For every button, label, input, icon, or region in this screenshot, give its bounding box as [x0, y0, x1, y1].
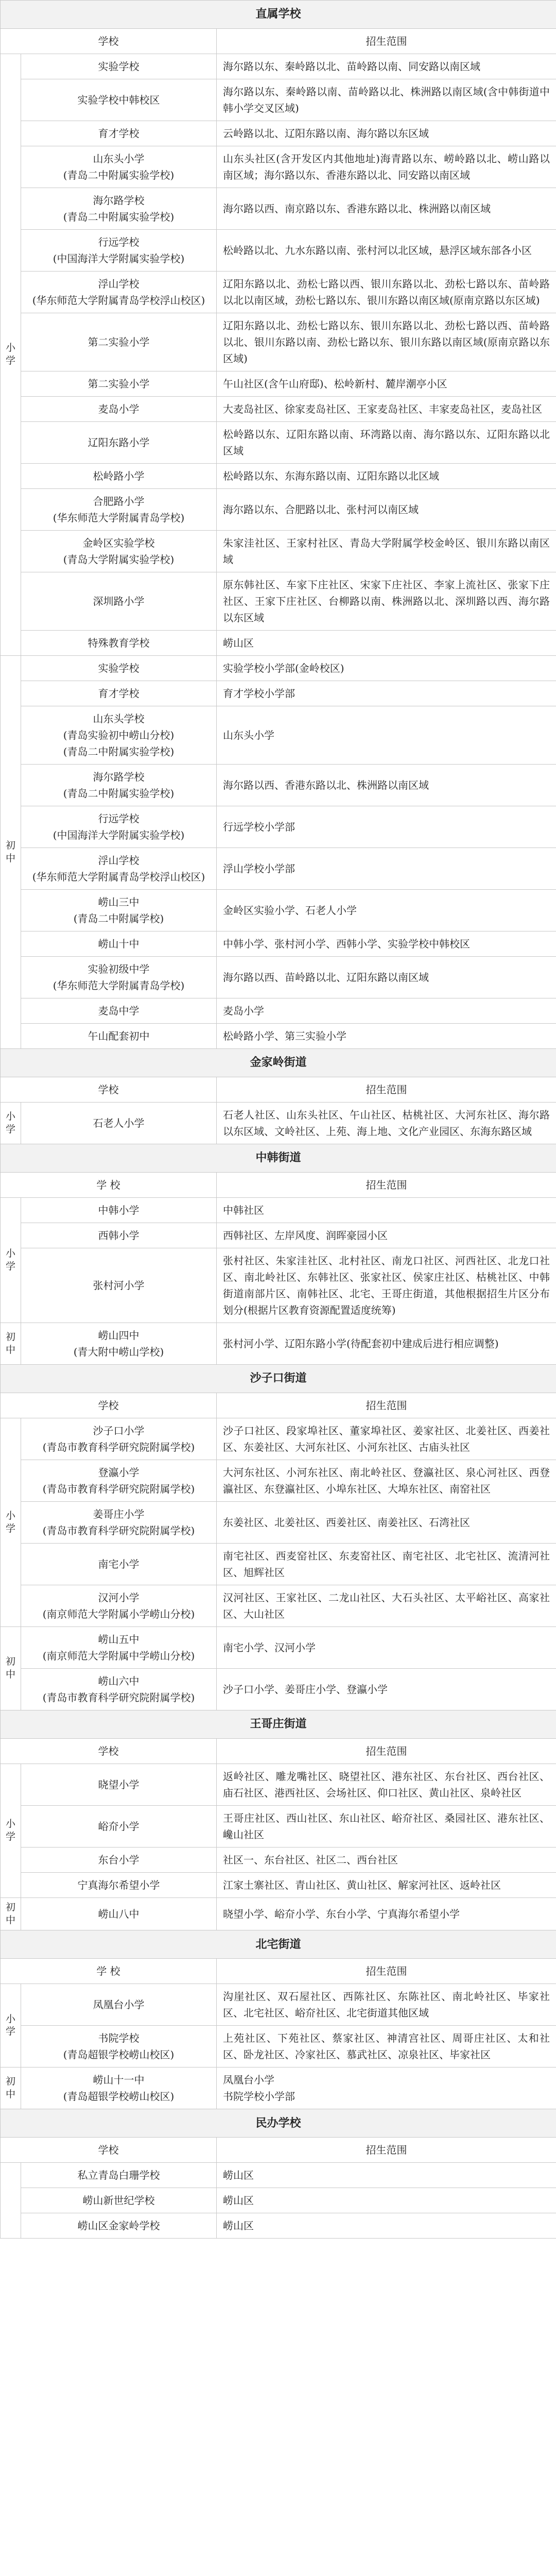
enrollment-range: 西韩社区、左岸风度、润晖豪园小区 — [217, 1223, 556, 1248]
enrollment-range: 山东头小学 — [217, 706, 556, 765]
school-level-label: 小学 — [1, 1984, 21, 2067]
enrollment-range: 云岭路以北、辽阳东路以南、海尔路以东区域 — [217, 121, 556, 146]
school-name: 崂山十中 — [21, 931, 217, 957]
enrollment-range: 松岭路以北、九水东路以南、张村河以北区域，悬浮区域东部各小区 — [217, 230, 556, 272]
enrollment-range: 上苑社区、下苑社区、蔡家社区、神清宫社区、周哥庄社区、太和社区、卧龙社区、冷家社区、慕武社区、凉泉社区、毕家社区 — [217, 2026, 556, 2067]
enrollment-range: 海尔路以东、秦岭路以南、苗岭路以北、株洲路以南区域(含中韩街道中韩小学交叉区域) — [217, 79, 556, 121]
school-column-header: 学校 — [1, 29, 217, 54]
school-level-label: 初中 — [1, 656, 21, 1049]
school-name: 南宅小学 — [21, 1544, 217, 1585]
header-row — [1, 1393, 556, 1418]
section-title-row — [1, 1710, 556, 1739]
section-title: 金家岭街道 — [1, 1049, 556, 1077]
table-row — [1, 464, 556, 489]
school-name: 崂山四中 (青大附中崂山学校) — [21, 1323, 217, 1365]
section-title: 王哥庄街道 — [1, 1710, 556, 1739]
school-name: 浮山学校 (华东师范大学附属青岛学校浮山校区) — [21, 272, 217, 313]
school-name: 特殊教育学校 — [21, 631, 217, 656]
enrollment-range: 浮山学校小学部 — [217, 848, 556, 890]
school-name: 辽阳东路小学 — [21, 422, 217, 464]
school-column-header: 学校 — [1, 2138, 217, 2163]
enrollment-range: 原东韩社区、车家下庄社区、宋家下庄社区、李家上流社区、张家下庄社区、王家下庄社区、台柳路以南、株洲路以北、深圳路以西、海尔路以东区域 — [217, 572, 556, 631]
school-level-label: 小学 — [1, 1764, 21, 1898]
enrollment-range: 金岭区实验小学、石老人小学 — [217, 890, 556, 931]
enrollment-range: 辽阳东路以北、劲松七路以西、银川东路以北、劲松七路以东、苗岭路以北以南区域，劲松七路以东、银川东路以南区域(原南京路以东区域) — [217, 272, 556, 313]
enrollment-range: 松岭路以东、辽阳东路以南、环湾路以南、海尔路以东、辽阳东路以北区域 — [217, 422, 556, 464]
school-name: 石老人小学 — [21, 1103, 217, 1144]
enrollment-range: 行远学校小学部 — [217, 806, 556, 848]
school-level-label: 小学 — [1, 54, 21, 656]
section-title-row — [1, 1, 556, 29]
school-name: 崂山新世纪学校 — [21, 2188, 217, 2213]
school-name: 麦岛小学 — [21, 397, 217, 422]
enrollment-range: 沟崖社区、双石屋社区、西陈社区、东陈社区、南北岭社区、毕家社区、北宅社区、峪夼社区、北宅街道其他区域 — [217, 1984, 556, 2026]
table-row — [1, 489, 556, 531]
school-name: 实验初级中学 (华东师范大学附属青岛学校) — [21, 957, 217, 998]
school-name: 麦岛中学 — [21, 998, 217, 1024]
school-level-label: 小学 — [1, 1103, 21, 1144]
school-column-header: 学校 — [1, 1393, 217, 1418]
enrollment-table-body — [1, 1, 556, 2239]
section-title: 北宅街道 — [1, 1930, 556, 1959]
section-title-row — [1, 1144, 556, 1173]
school-name: 合肥路小学 (华东师范大学附属青岛学校) — [21, 489, 217, 531]
table-row — [1, 2213, 556, 2239]
table-row — [1, 890, 556, 931]
range-column-header: 招生范围 — [217, 1739, 556, 1764]
school-name: 海尔路学校 (青岛二中附属实验学校) — [21, 188, 217, 230]
enrollment-range: 实验学校小学部(金岭校区) — [217, 656, 556, 681]
table-row — [1, 1764, 556, 1806]
table-row — [1, 1873, 556, 1898]
section-title: 中韩街道 — [1, 1144, 556, 1173]
enrollment-range: 中韩小学、张村河小学、西韩小学、实验学校中韩校区 — [217, 931, 556, 957]
enrollment-range: 山东头社区(含开发区内其他地址)海青路以东、崂岭路以北、崂山路以南区域；海尔路以东、香港东路以北、同安路以南区域 — [217, 146, 556, 188]
school-name: 第二实验小学 — [21, 371, 217, 397]
table-row — [1, 272, 556, 313]
school-name: 实验学校中韩校区 — [21, 79, 217, 121]
section-title: 直属学校 — [1, 1, 556, 29]
table-row — [1, 1898, 556, 1930]
table-row — [1, 1585, 556, 1627]
enrollment-range: 崂山区 — [217, 631, 556, 656]
range-column-header: 招生范围 — [217, 1173, 556, 1198]
school-column-header: 学校 — [1, 1077, 217, 1103]
school-name: 崂山区金家岭学校 — [21, 2213, 217, 2239]
enrollment-range: 中韩社区 — [217, 1198, 556, 1223]
school-column-header: 学校 — [1, 1739, 217, 1764]
school-column-header: 学 校 — [1, 1173, 217, 1198]
table-row — [1, 1848, 556, 1873]
section-title: 民办学校 — [1, 2109, 556, 2138]
enrollment-range: 崂山区 — [217, 2188, 556, 2213]
section-title-row — [1, 2109, 556, 2138]
table-row — [1, 2026, 556, 2067]
enrollment-range: 海尔路以西、南京路以东、香港东路以北、株洲路以南区域 — [217, 188, 556, 230]
table-row — [1, 656, 556, 681]
enrollment-range: 晓望小学、峪夼小学、东台小学、宁真海尔希望小学 — [217, 1898, 556, 1930]
table-row — [1, 2067, 556, 2109]
table-row — [1, 54, 556, 79]
enrollment-range: 凤凰台小学 书院学校小学部 — [217, 2067, 556, 2109]
table-row — [1, 806, 556, 848]
school-name: 松岭路小学 — [21, 464, 217, 489]
section-title: 沙子口街道 — [1, 1365, 556, 1393]
table-row — [1, 1502, 556, 1544]
table-row — [1, 1248, 556, 1323]
enrollment-range: 返岭社区、雕龙嘴社区、晓望社区、港东社区、东台社区、西台社区、庙石社区、港西社区、会场社区、仰口社区、黄山社区、泉岭社区 — [217, 1764, 556, 1806]
table-row — [1, 371, 556, 397]
table-row — [1, 1323, 556, 1365]
enrollment-range: 王哥庄社区、西山社区、东山社区、峪夼社区、桑园社区、港东社区、巉山社区 — [217, 1806, 556, 1848]
enrollment-range: 海尔路以东、秦岭路以北、苗岭路以南、同安路以南区域 — [217, 54, 556, 79]
enrollment-range: 沙子口社区、段家埠社区、董家埠社区、姜家社区、北姜社区、西姜社区、东姜社区、大河东社区、小河东社区、古庙头社区 — [217, 1418, 556, 1460]
school-name: 姜哥庄小学 (青岛市教育科学研究院附属学校) — [21, 1502, 217, 1544]
table-row — [1, 188, 556, 230]
table-row — [1, 79, 556, 121]
school-name: 崂山三中 (青岛二中附属学校) — [21, 890, 217, 931]
school-name: 崂山六中 (青岛市教育科学研究院附属学校) — [21, 1669, 217, 1710]
school-name: 崂山五中 (南京师范大学附属中学崂山分校) — [21, 1627, 217, 1669]
enrollment-range: 松岭路小学、第三实验小学 — [217, 1024, 556, 1049]
table-row — [1, 765, 556, 806]
table-row — [1, 631, 556, 656]
enrollment-range: 南宅社区、西麦窑社区、东麦窑社区、南宅社区、北宅社区、流清河社区、旭辉社区 — [217, 1544, 556, 1585]
table-row — [1, 313, 556, 371]
header-row — [1, 1077, 556, 1103]
table-row — [1, 848, 556, 890]
school-level-label: 初中 — [1, 1898, 21, 1930]
table-row — [1, 572, 556, 631]
enrollment-range: 海尔路以东、合肥路以北、张村河以南区域 — [217, 489, 556, 531]
enrollment-range: 张村社区、朱家洼社区、北村社区、南龙口社区、河西社区、北龙口社区、南北岭社区、东韩社区、张家社区、侯家庄社区、枯桃社区、中韩街道南部片区、南韩社区、北宅、王哥庄街道，其他根据招生片区分布划分(根据片区教育资源配置适度统筹) — [217, 1248, 556, 1323]
table-row — [1, 681, 556, 706]
school-name: 午山配套初中 — [21, 1024, 217, 1049]
header-row — [1, 2138, 556, 2163]
school-name: 育才学校 — [21, 121, 217, 146]
school-name: 中韩小学 — [21, 1198, 217, 1223]
school-name: 晓望小学 — [21, 1764, 217, 1806]
enrollment-range: 辽阳东路以北、劲松七路以东、银川东路以北、劲松七路以西、苗岭路以北、银川东路以南、劲松七路以东、银川东路以南区域(原南京路以东区域) — [217, 313, 556, 371]
table-row — [1, 146, 556, 188]
table-row — [1, 998, 556, 1024]
table-row — [1, 957, 556, 998]
table-row — [1, 2188, 556, 2213]
school-name: 汉河小学 (南京师范大学附属小学崂山分校) — [21, 1585, 217, 1627]
header-row — [1, 1959, 556, 1984]
enrollment-range: 朱家洼社区、王家村社区、青岛大学附属学校金岭区、银川东路以南区域 — [217, 531, 556, 572]
table-row — [1, 531, 556, 572]
range-column-header: 招生范围 — [217, 1393, 556, 1418]
table-row — [1, 1984, 556, 2026]
school-name: 浮山学校 (华东师范大学附属青岛学校浮山校区) — [21, 848, 217, 890]
enrollment-range: 南宅小学、汉河小学 — [217, 1627, 556, 1669]
enrollment-range: 张村河小学、辽阳东路小学(待配套初中建成后进行相应调整) — [217, 1323, 556, 1365]
table-row — [1, 2163, 556, 2188]
school-name: 实验学校 — [21, 656, 217, 681]
school-level-label: 初中 — [1, 1627, 21, 1710]
table-row — [1, 422, 556, 464]
enrollment-range: 大麦岛社区、徐家麦岛社区、王家麦岛社区、丰家麦岛社区，麦岛社区 — [217, 397, 556, 422]
school-name: 行远学校 (中国海洋大学附属实验学校) — [21, 806, 217, 848]
enrollment-range: 崂山区 — [217, 2163, 556, 2188]
table-row — [1, 1198, 556, 1223]
table-row — [1, 1806, 556, 1848]
enrollment-range: 社区一、东台社区、社区二、西台社区 — [217, 1848, 556, 1873]
school-name: 崂山八中 — [21, 1898, 217, 1930]
table-row — [1, 1223, 556, 1248]
enrollment-range: 崂山区 — [217, 2213, 556, 2239]
school-column-header: 学 校 — [1, 1959, 217, 1984]
school-name: 登瀛小学 (青岛市教育科学研究院附属学校) — [21, 1460, 217, 1502]
range-column-header: 招生范围 — [217, 2138, 556, 2163]
header-row — [1, 1739, 556, 1764]
table-row — [1, 1103, 556, 1144]
school-name: 西韩小学 — [21, 1223, 217, 1248]
school-level-label: 小学 — [1, 1418, 21, 1627]
school-name: 山东头小学 (青岛二中附属实验学校) — [21, 146, 217, 188]
school-name: 深圳路小学 — [21, 572, 217, 631]
school-name: 第二实验小学 — [21, 313, 217, 371]
school-name: 宁真海尔希望小学 — [21, 1873, 217, 1898]
enrollment-range: 汉河社区、王家社区、二龙山社区、大石头社区、太平峪社区、高家社区、大山社区 — [217, 1585, 556, 1627]
section-title-row — [1, 1365, 556, 1393]
school-name: 凤凰台小学 — [21, 1984, 217, 2026]
school-name: 私立青岛白珊学校 — [21, 2163, 217, 2188]
header-row — [1, 1173, 556, 1198]
header-row — [1, 29, 556, 54]
enrollment-range: 松岭路以东、东海东路以南、辽阳东路以北区域 — [217, 464, 556, 489]
school-name: 书院学校 (青岛超银学校崂山校区) — [21, 2026, 217, 2067]
enrollment-range: 大河东社区、小河东社区、南北岭社区、登瀛社区、泉心河社区、西登瀛社区、东登瀛社区、小埠东社区、大埠东社区、南窑社区 — [217, 1460, 556, 1502]
enrollment-range: 海尔路以西、香港东路以北、株洲路以南区域 — [217, 765, 556, 806]
range-column-header: 招生范围 — [217, 1959, 556, 1984]
school-name: 东台小学 — [21, 1848, 217, 1873]
table-row — [1, 706, 556, 765]
school-name: 金岭区实验学校 (青岛大学附属实验学校) — [21, 531, 217, 572]
section-title-row — [1, 1049, 556, 1077]
table-row — [1, 931, 556, 957]
school-name: 沙子口小学 (青岛市教育科学研究院附属学校) — [21, 1418, 217, 1460]
enrollment-range: 海尔路以西、苗岭路以北、辽阳东路以南区域 — [217, 957, 556, 998]
school-level-label: 初中 — [1, 1323, 21, 1365]
school-level-label — [1, 2163, 21, 2239]
school-name: 峪夼小学 — [21, 1806, 217, 1848]
table-row — [1, 1544, 556, 1585]
table-row — [1, 230, 556, 272]
enrollment-range: 江家土寨社区、青山社区、黄山社区、解家河社区、返岭社区 — [217, 1873, 556, 1898]
enrollment-range: 东姜社区、北姜社区、西姜社区、南姜社区、石湾社区 — [217, 1502, 556, 1544]
table-row — [1, 1460, 556, 1502]
school-name: 育才学校 — [21, 681, 217, 706]
school-name: 山东头学校 (青岛实验初中崂山分校) (青岛二中附属实验学校) — [21, 706, 217, 765]
enrollment-range: 麦岛小学 — [217, 998, 556, 1024]
table-row — [1, 397, 556, 422]
school-name: 张村河小学 — [21, 1248, 217, 1323]
enrollment-range: 育才学校小学部 — [217, 681, 556, 706]
school-level-label: 小学 — [1, 1198, 21, 1323]
enrollment-range: 沙子口小学、姜哥庄小学、登瀛小学 — [217, 1669, 556, 1710]
school-name: 行远学校 (中国海洋大学附属实验学校) — [21, 230, 217, 272]
table-row — [1, 1024, 556, 1049]
enrollment-range: 石老人社区、山东头社区、午山社区、枯桃社区、大河东社区、海尔路以东区域、文岭社区、上苑、海上地、文化产业园区、东海东路区域 — [217, 1103, 556, 1144]
range-column-header: 招生范围 — [217, 29, 556, 54]
table-row — [1, 121, 556, 146]
school-level-label: 初中 — [1, 2067, 21, 2109]
school-name: 实验学校 — [21, 54, 217, 79]
enrollment-range: 午山社区(含午山府邸)、松岭新村、麓岸潮亭小区 — [217, 371, 556, 397]
table-row — [1, 1669, 556, 1710]
school-name: 海尔路学校 (青岛二中附属实验学校) — [21, 765, 217, 806]
table-row — [1, 1627, 556, 1669]
section-title-row — [1, 1930, 556, 1959]
school-name: 崂山十一中 (青岛超银学校崂山校区) — [21, 2067, 217, 2109]
table-row — [1, 1418, 556, 1460]
range-column-header: 招生范围 — [217, 1077, 556, 1103]
